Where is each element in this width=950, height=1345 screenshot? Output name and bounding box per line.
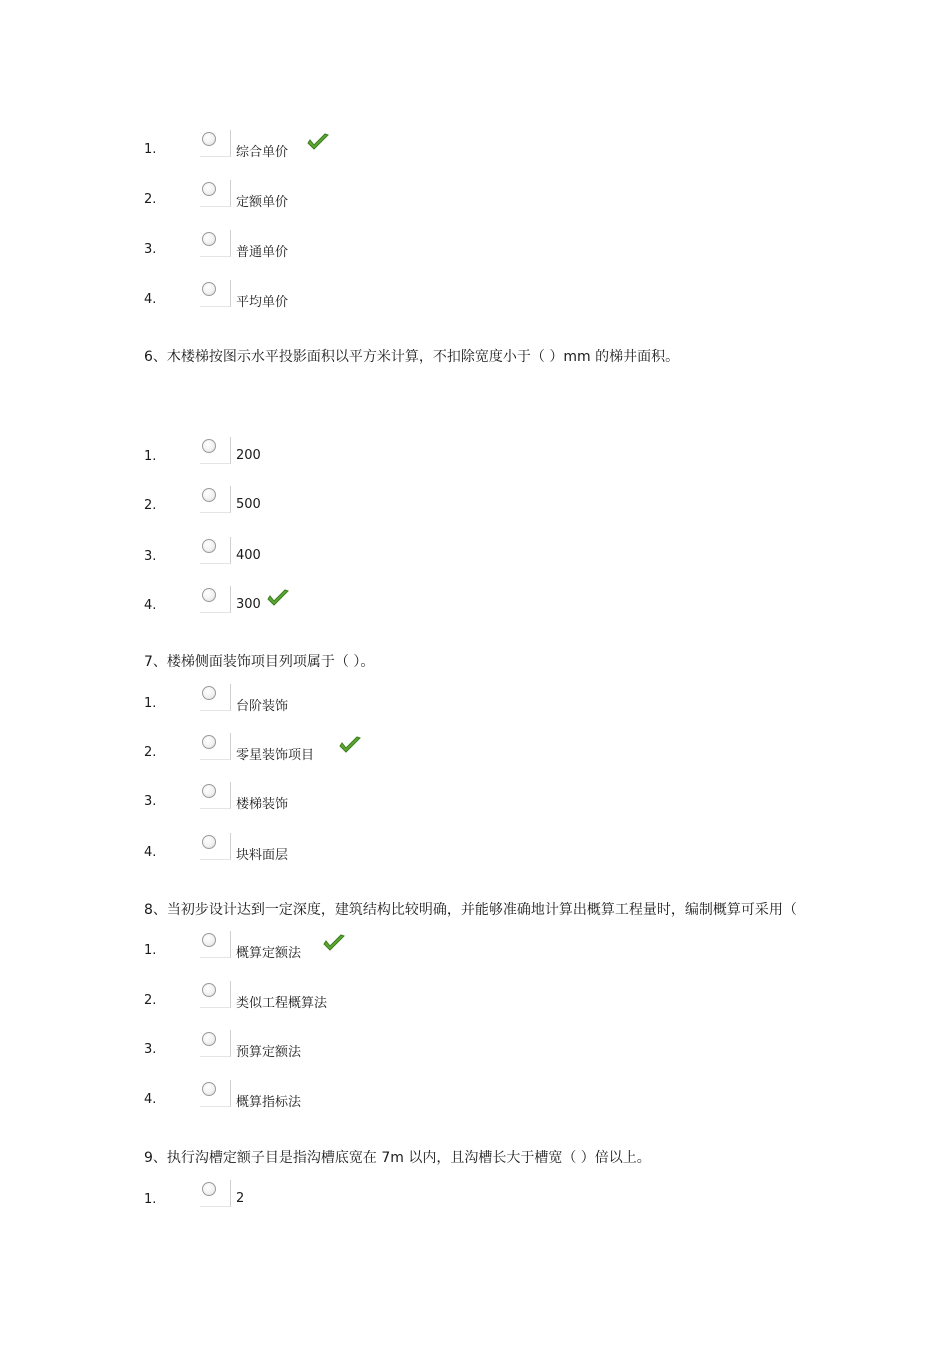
radio-box[interactable]	[200, 280, 231, 307]
q8-option-3[interactable]	[0, 1030, 950, 1070]
radio-button-icon[interactable]	[202, 1182, 216, 1196]
radio-button-icon[interactable]	[202, 439, 216, 453]
option-number: 4.	[144, 292, 157, 307]
option-label: 平均单价	[236, 295, 289, 310]
radio-button-icon[interactable]	[202, 182, 216, 196]
check-mark-icon	[322, 933, 346, 953]
option-label: 台阶装饰	[236, 699, 289, 714]
q8-option-2[interactable]	[0, 981, 950, 1021]
radio-box[interactable]	[200, 684, 231, 711]
option-number: 1.	[144, 142, 157, 157]
radio-button-icon[interactable]	[202, 784, 216, 798]
option-label: 2	[236, 1191, 245, 1206]
q5-option-4[interactable]	[0, 280, 950, 320]
q8-option-4[interactable]	[0, 1080, 950, 1120]
option-number: 4.	[144, 598, 157, 613]
radio-button-icon[interactable]	[202, 1082, 216, 1096]
q6-option-2[interactable]	[0, 486, 950, 526]
radio-box[interactable]	[200, 437, 231, 464]
question-7-text: 7、楼梯侧面装饰项目列项属于（ ）。	[144, 654, 375, 670]
radio-box[interactable]	[200, 981, 231, 1008]
option-label: 定额单价	[236, 195, 289, 210]
radio-button-icon[interactable]	[202, 835, 216, 849]
radio-box[interactable]	[200, 1180, 231, 1207]
radio-button-icon[interactable]	[202, 933, 216, 947]
option-number: 1.	[144, 1192, 157, 1207]
radio-button-icon[interactable]	[202, 983, 216, 997]
q5-option-1[interactable]	[0, 130, 950, 170]
option-number: 4.	[144, 1092, 157, 1107]
option-label: 500	[236, 497, 261, 512]
radio-box[interactable]	[200, 1030, 231, 1057]
radio-button-icon[interactable]	[202, 282, 216, 296]
q5-option-2[interactable]	[0, 180, 950, 220]
q7-option-4[interactable]	[0, 833, 950, 873]
q8-option-1[interactable]	[0, 931, 950, 971]
option-number: 2.	[144, 745, 157, 760]
option-number: 1.	[144, 696, 157, 711]
option-number: 3.	[144, 1042, 157, 1057]
option-number: 4.	[144, 845, 157, 860]
radio-button-icon[interactable]	[202, 232, 216, 246]
option-label: 200	[236, 448, 261, 463]
q9-option-1[interactable]	[0, 1180, 950, 1220]
option-number: 2.	[144, 993, 157, 1008]
q7-option-2[interactable]	[0, 733, 950, 773]
q7-option-1[interactable]	[0, 684, 950, 724]
q5-option-3[interactable]	[0, 230, 950, 270]
radio-box[interactable]	[200, 486, 231, 513]
radio-box[interactable]	[200, 130, 231, 157]
radio-button-icon[interactable]	[202, 488, 216, 502]
option-number: 3.	[144, 794, 157, 809]
q6-option-3[interactable]	[0, 537, 950, 577]
option-label: 概算定额法	[236, 946, 302, 961]
radio-button-icon[interactable]	[202, 735, 216, 749]
radio-box[interactable]	[200, 1080, 231, 1107]
radio-box[interactable]	[200, 733, 231, 760]
check-mark-icon	[306, 132, 330, 152]
option-label: 综合单价	[236, 145, 289, 160]
option-label: 类似工程概算法	[236, 996, 328, 1011]
radio-box[interactable]	[200, 931, 231, 958]
option-number: 2.	[144, 192, 157, 207]
radio-button-icon[interactable]	[202, 686, 216, 700]
option-label: 概算指标法	[236, 1095, 302, 1110]
radio-box[interactable]	[200, 230, 231, 257]
radio-box[interactable]	[200, 586, 231, 613]
option-number: 2.	[144, 498, 157, 513]
question-6-text: 6、木楼梯按图示水平投影面积以平方米计算，不扣除宽度小于（ ）mm 的梯井面积。	[144, 349, 680, 365]
radio-button-icon[interactable]	[202, 588, 216, 602]
option-number: 1.	[144, 449, 157, 464]
radio-box[interactable]	[200, 782, 231, 809]
radio-button-icon[interactable]	[202, 132, 216, 146]
option-label: 零星装饰项目	[236, 748, 315, 763]
option-number: 3.	[144, 549, 157, 564]
option-label: 块料面层	[236, 848, 289, 863]
radio-button-icon[interactable]	[202, 539, 216, 553]
q7-option-3[interactable]	[0, 782, 950, 822]
q6-option-4[interactable]	[0, 586, 950, 626]
option-label: 楼梯装饰	[236, 797, 289, 812]
option-label: 普通单价	[236, 245, 289, 260]
q6-option-1[interactable]	[0, 437, 950, 477]
check-mark-icon	[338, 735, 362, 755]
question-9-text: 9、执行沟槽定额子目是指沟槽底宽在 7m 以内，且沟槽长大于槽宽（ ）倍以上。	[144, 1150, 651, 1166]
option-label: 400	[236, 548, 261, 563]
radio-box[interactable]	[200, 180, 231, 207]
option-label: 预算定额法	[236, 1045, 302, 1060]
radio-box[interactable]	[200, 833, 231, 860]
question-8-text: 8、当初步设计达到一定深度，建筑结构比较明确，并能够准确地计算出概算工程量时，编制概算可采用（	[144, 902, 797, 918]
radio-box[interactable]	[200, 537, 231, 564]
radio-button-icon[interactable]	[202, 1032, 216, 1046]
option-label: 300	[236, 597, 261, 612]
option-number: 1.	[144, 943, 157, 958]
check-mark-icon	[266, 588, 290, 608]
option-number: 3.	[144, 242, 157, 257]
